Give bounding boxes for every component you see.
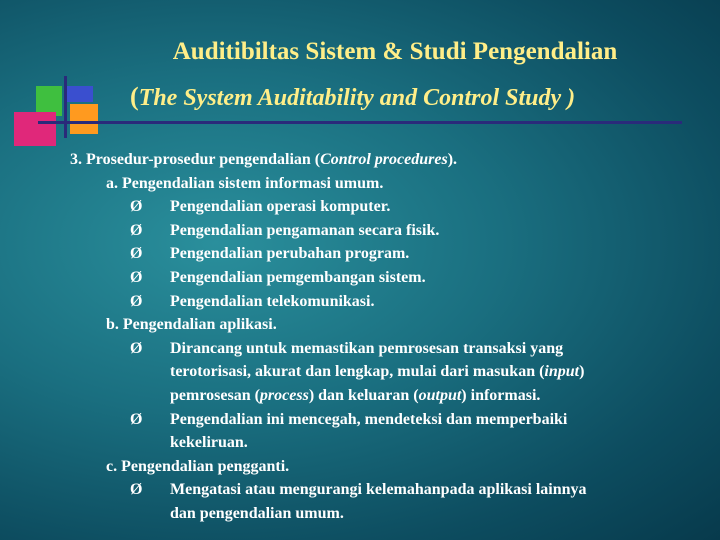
slide-title: Auditibiltas Sistem & Studi Pengendalian: [172, 38, 618, 65]
arrow-bullet-icon: Ø: [130, 198, 143, 216]
arrow-bullet-icon: Ø: [130, 221, 143, 239]
list-item: Ø Pengendalian operasi komputer.: [70, 195, 710, 219]
slide-subtitle: (The System Auditability and Control Study ): [130, 82, 576, 111]
list-item: Ø Pengendalian pengamanan secara fisik.: [70, 219, 710, 243]
arrow-bullet-icon: Ø: [130, 481, 143, 499]
list-item: Ø Pengendalian ini mencegah, mendeteksi dan memperbaiki: [70, 408, 710, 432]
section-b-label: b. Pengendalian aplikasi.: [106, 316, 277, 334]
list-item: Ø Mengatasi atau mengurangi kelemahanpada aplikasi lainnya: [70, 478, 710, 502]
arrow-bullet-icon: Ø: [130, 410, 143, 428]
decor-square-orange: [70, 104, 98, 134]
list-item: Ø Pengendalian perubahan program.: [70, 242, 710, 266]
list-item-continuation: pemrosesan (process) dan keluaran (output) informasi.: [170, 386, 541, 404]
item-3-heading: 3. Prosedur-prosedur pengendalian (Control procedures).: [70, 151, 458, 168]
arrow-bullet-icon: Ø: [130, 245, 143, 263]
decor-vertical-line: [64, 76, 67, 138]
list-item-continuation: kekeliruan.: [170, 434, 248, 452]
list-item: Ø Pengendalian telekomunikasi.: [70, 290, 710, 314]
list-item-continuation: dan pengendalian umum.: [170, 504, 344, 522]
decor-square-blue: [67, 86, 93, 102]
slide-body: [70, 148, 710, 526]
list-item: Ø Pengendalian pemgembangan sistem.: [70, 266, 710, 290]
title-underline: [38, 121, 682, 124]
arrow-bullet-icon: Ø: [130, 268, 143, 286]
list-item-continuation: terotorisasi, akurat dan lengkap, mulai dari masukan (input): [170, 363, 585, 381]
section-c-label: c. Pengendalian pengganti.: [106, 457, 290, 475]
section-a-label: a. Pengendalian sistem informasi umum.: [106, 174, 384, 192]
arrow-bullet-icon: Ø: [130, 292, 143, 310]
list-item: Ø Dirancang untuk memastikan pemrosesan transaksi yang: [70, 337, 710, 361]
arrow-bullet-icon: Ø: [130, 339, 143, 357]
decor-square-pink: [14, 112, 56, 146]
